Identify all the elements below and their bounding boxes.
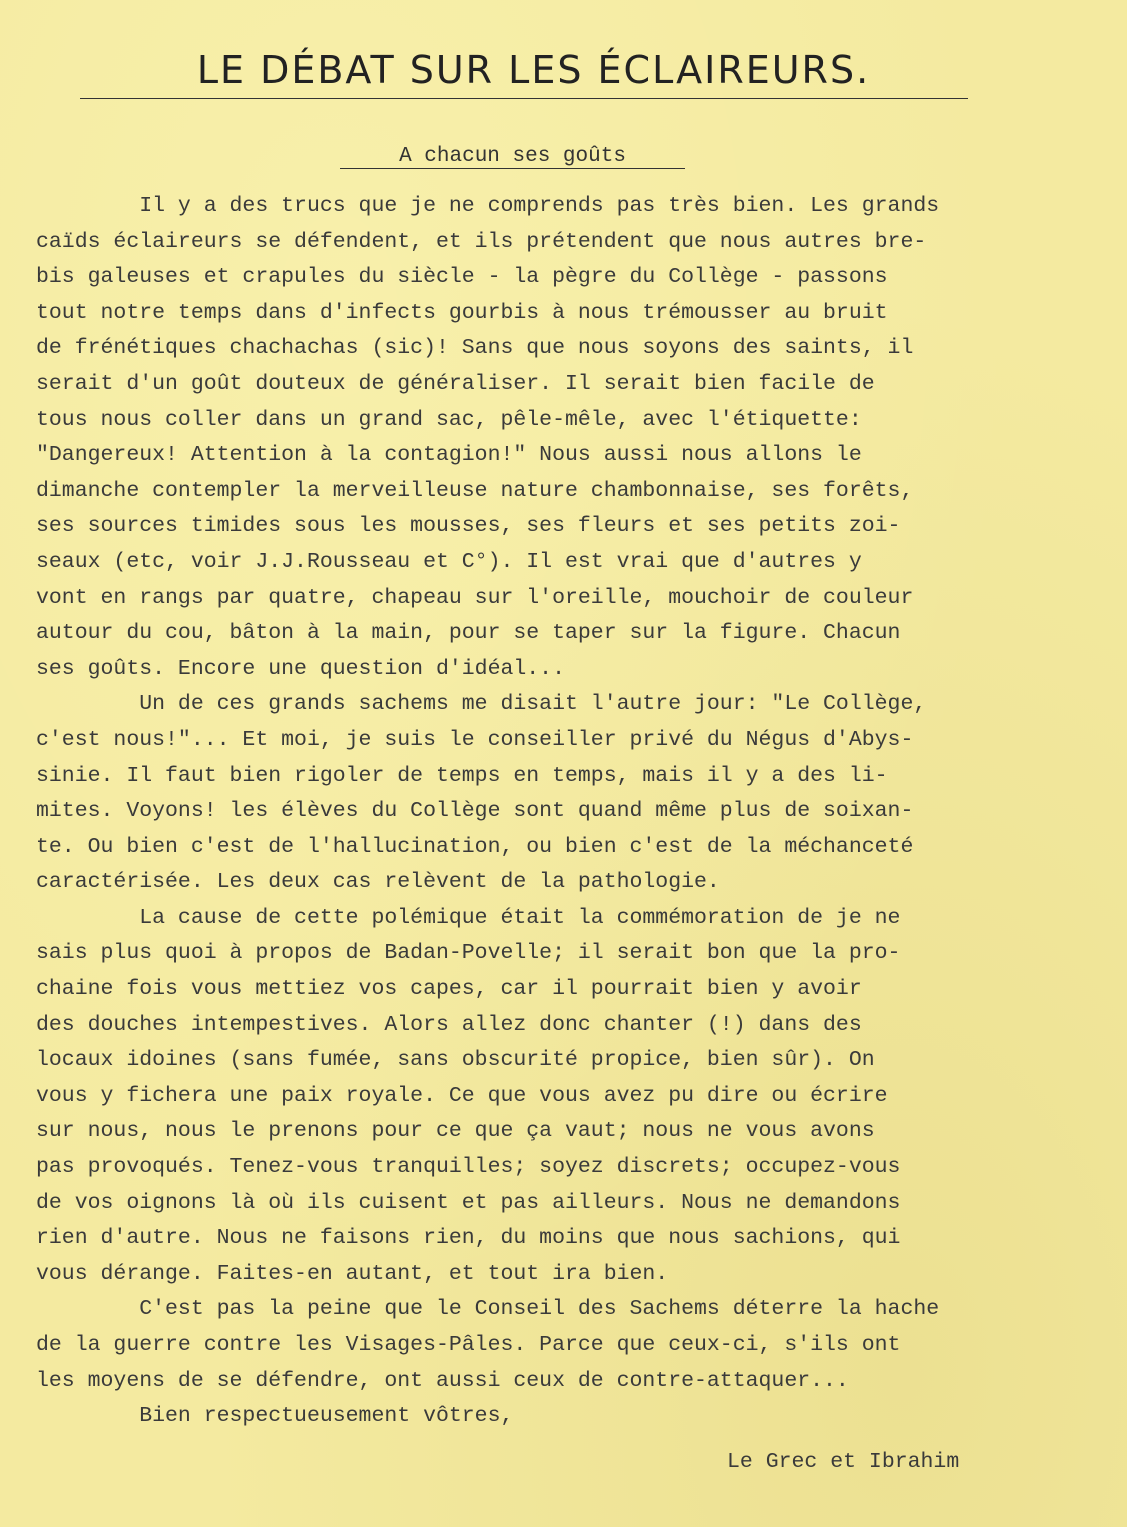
text-line: rien d'autre. Nous ne faisons rien, du moins que nous sachions, qui [36, 1226, 901, 1251]
page-title: LE DÉBAT SUR LES ÉCLAIREURS. [196, 48, 871, 92]
text-line: serait d'un goût douteux de généraliser. Il serait bien facile de [36, 371, 875, 396]
text-line: vous y fichera une paix royale. Ce que vous avez pu dire ou écrire [36, 1083, 888, 1108]
text-line: C'est pas la peine que le Conseil des Sachems déterre la hache [36, 1297, 940, 1322]
text-line: ses goûts. Encore une question d'idéal... [36, 656, 565, 681]
text-line: mites. Voyons! les élèves du Collège sont quand même plus de soixan- [36, 799, 914, 824]
text-line: vous dérange. Faites-en autant, et tout ira bien. [36, 1261, 669, 1286]
text-line: ses sources timides sous les mousses, ses fleurs et ses petits zoi- [36, 514, 901, 539]
text-line: seaux (etc, voir J.J.Rousseau et C°). Il est vrai que d'autres y [36, 549, 862, 574]
text-line: sur nous, nous le prenons pour ce que ça vaut; nous ne vous avons [36, 1119, 875, 1144]
text-line: La cause de cette polémique était la commémoration de je ne [36, 905, 901, 930]
text-line: sais plus quoi à propos de Badan-Povelle; il serait bon que la pro- [36, 941, 901, 966]
text-line: Un de ces grands sachems me disait l'autre jour: "Le Collège, [36, 692, 927, 717]
title-underline [80, 98, 968, 99]
article-subtitle: A chacun ses goûts [340, 146, 685, 169]
text-line: caractérisée. Les deux cas relèvent de la pathologie. [36, 870, 720, 895]
text-line: Il y a des trucs que je ne comprends pas très bien. Les grands [36, 194, 940, 218]
text-line: des douches intempestives. Alors allez donc chanter (!) dans des [36, 1012, 862, 1037]
text-line: vont en rangs par quatre, chapeau sur l'oreille, mouchoir de couleur [36, 585, 914, 610]
text-line: "Dangereux! Attention à la contagion!" Nous aussi nous allons le [36, 443, 862, 468]
article-body [36, 189, 1046, 1435]
text-line: de la guerre contre les Visages-Pâles. Parce que ceux-ci, s'ils ont [36, 1333, 901, 1357]
text-line: de vos oignons là où ils cuisent et pas ailleurs. Nous ne demandons [36, 1190, 901, 1215]
text-line: locaux idoines (sans fumée, sans obscurité propice, bien sûr). On [36, 1048, 875, 1073]
text-line: de frénétiques chachachas (sic)! Sans que nous soyons des saints, il [36, 336, 914, 361]
text-line: dimanche contempler la merveilleuse nature chambonnaise, ses forêts, [36, 478, 914, 503]
text-line: sinie. Il faut bien rigoler de temps en temps, mais il y a des li- [36, 763, 888, 788]
text-line: tout notre temps dans d'infects gourbis à nous trémousser au bruit [36, 300, 888, 325]
text-line: Bien respectueusement vôtres, [36, 1404, 514, 1429]
text-line: bis galeuses et crapules du siècle - la pègre du Collège - passons [36, 265, 888, 290]
text-line: autour du cou, bâton à la main, pour se taper sur la figure. Chacun [36, 621, 901, 646]
text-line: les moyens de se défendre, ont aussi ceux de contre-attaquer... [36, 1368, 849, 1393]
text-line: pas provoqués. Tenez-vous tranquilles; soyez discrets; occupez-vous [36, 1155, 901, 1180]
text-line: tous nous coller dans un grand sac, pêle-mêle, avec l'étiquette: [36, 407, 862, 432]
signature: Le Grec et Ibrahim [727, 1450, 960, 1474]
text-line: chaine fois vous mettiez vos capes, car il pourrait bien y avoir [36, 977, 862, 1002]
text-line: caïds éclaireurs se défendent, et ils prétendent que nous autres bre- [36, 229, 927, 254]
text-line: te. Ou bien c'est de l'hallucination, ou bien c'est de la méchanceté [36, 834, 914, 859]
text-line: c'est nous!"... Et moi, je suis le conseiller privé du Négus d'Abys- [36, 727, 914, 752]
